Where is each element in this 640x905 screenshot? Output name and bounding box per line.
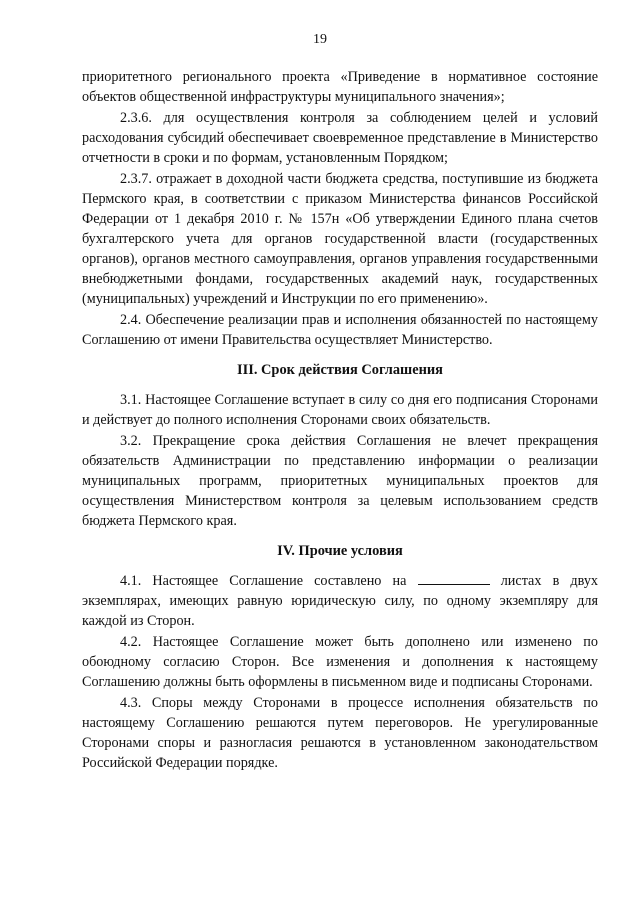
paragraph-2-3-7: 2.3.7. отражает в доходной части бюджета средства, поступившие из бюджета Пермского края, в соответствии с приказом Министерства финансов Российской Федерации от 1 декабря 2010 г. № 157н «Об утверждении Единого плана счетов бухгалтерского учета для органов государственной власти (государственных органов), органов местного самоуправления, органов управления государственными внебюджетными фондами, государственных академий наук, государственных (муниципальных) учреждений и Инструкции по его применению». bbox=[82, 171, 598, 307]
page-number: 19 bbox=[313, 32, 327, 47]
paragraph-4-1-start: 4.1. Настоящее Соглашение составлено на bbox=[120, 573, 407, 589]
paragraph-3-1: 3.1. Настоящее Соглашение вступает в силу со дня его подписания Сторонами и действует до полного исполнения Сторонами своих обязательств. bbox=[82, 392, 598, 428]
paragraph-4-1 bbox=[82, 571, 598, 631]
paragraph-continuation: приоритетного регионального проекта «Приведение в нормативное состояние объектов общественной инфраструктуры муниципального значения»; bbox=[82, 69, 598, 105]
document-body bbox=[82, 67, 598, 773]
paragraph-4-3: 4.3. Споры между Сторонами в процессе исполнения обязательств по настоящему Соглашению решаются путем переговоров. Не урегулированные Сторонами споры и разногласия решаются в установленном законодательством Российской Федерации порядке. bbox=[82, 695, 598, 771]
section-4-heading: IV. Прочие условия bbox=[277, 543, 403, 559]
paragraph-4-2: 4.2. Настоящее Соглашение может быть дополнено или изменено по обоюдному согласию Сторон. Все изменения и дополнения к настоящему Соглашению должны быть оформлены в письменном виде и подписаны Сторонами. bbox=[82, 634, 598, 690]
paragraph-2-3-6: 2.3.6. для осуществления контроля за соблюдением целей и условий расходования субсидий обеспечивает своевременное представление в Министерство отчетности в сроки и по формам, установленным Порядком; bbox=[82, 110, 598, 166]
sheet-count-blank bbox=[418, 572, 490, 585]
section-3-heading: III. Срок действия Соглашения bbox=[237, 362, 443, 378]
paragraph-4-1-end: листах в двух экземплярах, имеющих равную юридическую силу, по одному экземпляру для каждой из Сторон. bbox=[82, 573, 599, 629]
paragraph-2-4: 2.4. Обеспечение реализации прав и исполнения обязанностей по настоящему Соглашению от имени Правительства осуществляет Министерство. bbox=[82, 312, 598, 348]
paragraph-3-2: 3.2. Прекращение срока действия Соглашения не влечет прекращения обязательств Администрации по представлению информации о реализации муниципальных программ, приоритетных муниципальных проектов для осуществления Министерством контроля за целевым использованием средств бюджета Пермского края. bbox=[82, 433, 598, 529]
